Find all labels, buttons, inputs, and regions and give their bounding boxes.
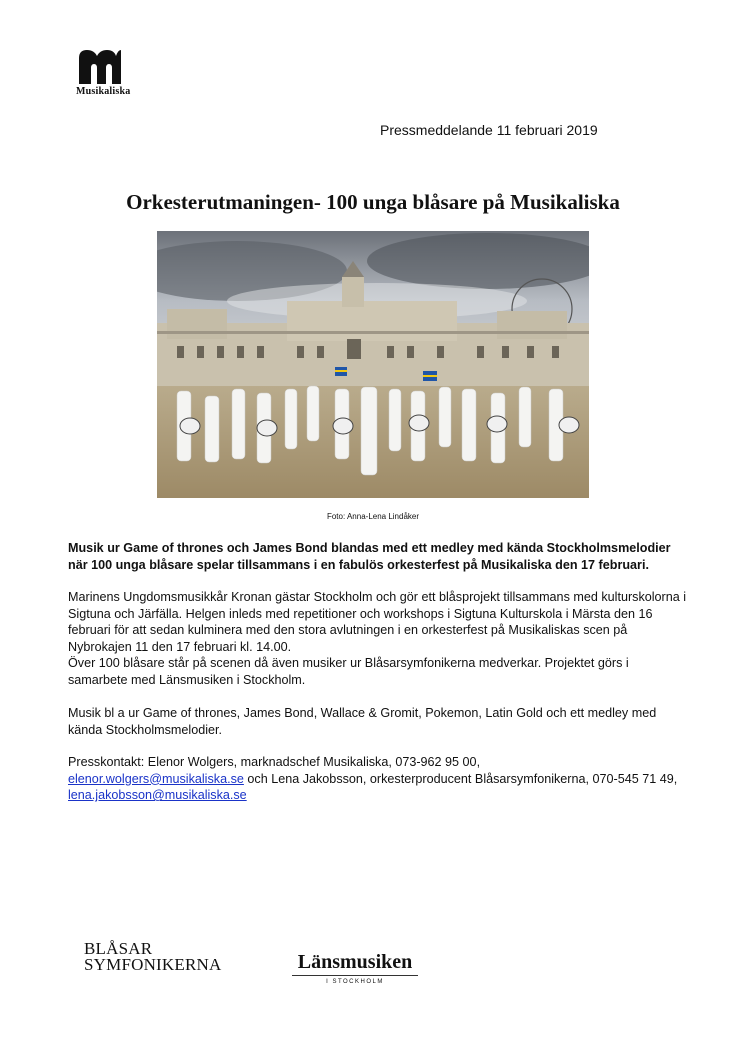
article-title: Orkesterutmaningen- 100 unga blåsare på Musikaliska: [126, 190, 620, 214]
body-paragraph-2: Musik bl a ur Game of thrones, James Bond, Wallace & Gromit, Pokemon, Latin Gold och ett medley med kända Stockholmsmelodier.: [68, 706, 657, 737]
contact-email-link-1[interactable]: elenor.wolgers@musikaliska.se: [68, 771, 244, 786]
contact-middle: och Lena Jakobsson, orkesterproducent Blåsarsymfonikerna, 070-545 71 49,: [243, 771, 678, 786]
lansmusiken-sub: I STOCKHOLM: [326, 979, 384, 985]
band-photo: [157, 231, 589, 498]
lead-paragraph: Musik ur Game of thrones och James Bond blandas med ett medley med kända Stockholmsmelodier när 100 unga blåsare spelar tillsammans i en fabulös orkesterfest på Musikaliska den 17 februari.: [68, 541, 671, 572]
musikaliska-logo-mark: [76, 50, 124, 84]
press-date: Pressmeddelande 11 februari 2019: [380, 122, 598, 138]
blasar-line-1: BLÅSAR: [84, 939, 153, 958]
body-paragraph-1a: Marinens Ungdomsmusikkår Kronan gästar Stockholm och gör ett blåsprojekt tillsammans med kulturskolorna i Sigtuna och Järfälla. Helgen inleds med repetitioner och workshops i Sigtuna Kulturskola i Märsta den 16 februari för att sedan kulminera med den stora avlutningen i en orkesterfest på Musikaliskas scen på Nybrokajen 11 den 17 februari kl. 14.00.: [68, 590, 687, 654]
photo-caption: Foto: Anna-Lena Lindåker: [326, 512, 420, 521]
press-contact: [68, 754, 688, 804]
musikaliska-logo: [76, 50, 132, 97]
body-paragraph-1b: Över 100 blåsare står på scenen då även musiker ur Blåsarsymfonikerna medverkar. Projektet görs i samarbete med Länsmusiken i Stockholm.: [68, 656, 629, 687]
contact-prefix: Presskontakt: Elenor Wolgers, marknadschef Musikaliska, 073-962 95 00,: [68, 755, 481, 769]
blasarsymfonikerna-logo: [84, 941, 221, 973]
blasar-line-2: SYMFONIKERNA: [84, 955, 222, 974]
lansmusiken-main: Länsmusiken: [292, 951, 418, 976]
logo-text: Musikaliska: [76, 86, 131, 97]
contact-email-link-2[interactable]: lena.jakobsson@musikaliska.se: [68, 788, 247, 803]
lansmusiken-logo: [292, 951, 418, 985]
body-paragraph-1: [68, 589, 688, 689]
